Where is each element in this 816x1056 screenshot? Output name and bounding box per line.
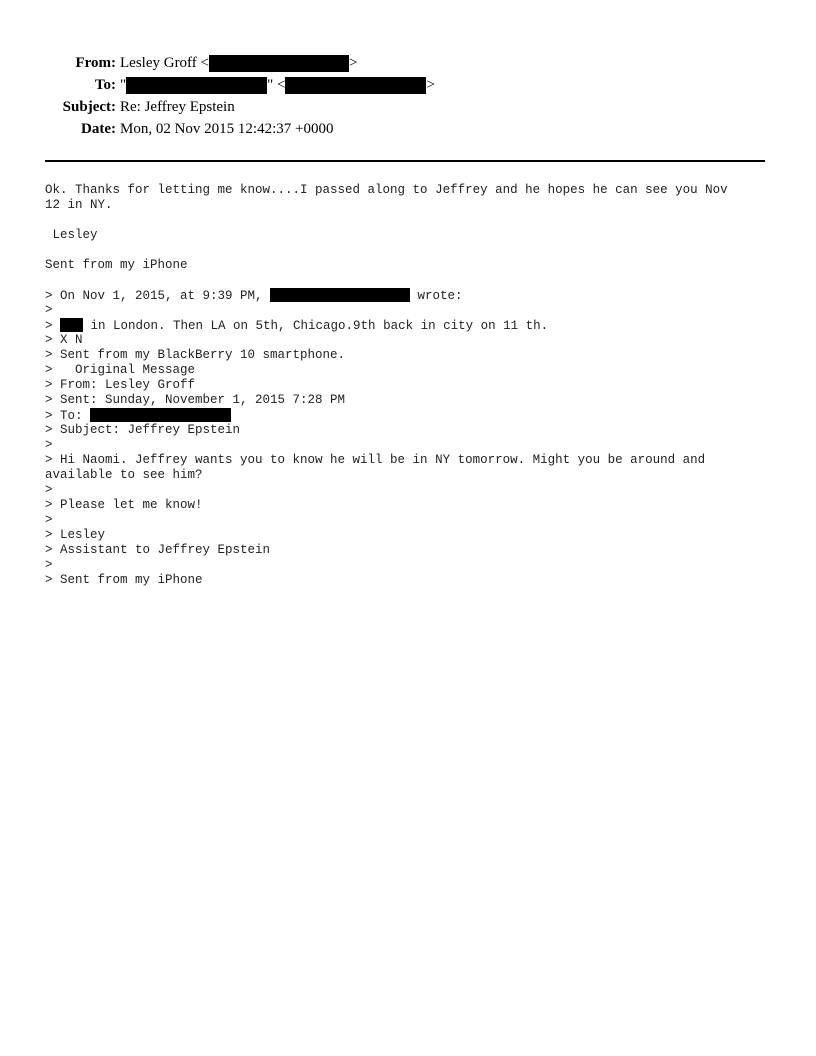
from-value <box>120 55 357 72</box>
subject-value: Re: Jeffrey Epstein <box>120 98 235 115</box>
blank-line <box>45 273 770 288</box>
blank-line <box>45 213 770 228</box>
quoted-london-suffix: in London. Then LA on 5th, Chicago.9th back in city on 11 th. <box>83 319 549 333</box>
quoted-on-suffix: wrote: <box>410 289 463 303</box>
quoted-line: > Sent from my iPhone <box>45 573 203 587</box>
redaction-box <box>126 77 267 94</box>
sent-from-line: Sent from my iPhone <box>45 258 188 272</box>
subject-row <box>0 96 816 118</box>
subject-label: Subject: <box>62 98 116 115</box>
email-header <box>0 52 816 140</box>
quoted-line <box>45 318 770 333</box>
from-close-bracket: > <box>349 54 358 71</box>
quoted-line: > Sent: Sunday, November 1, 2015 7:28 PM <box>45 393 346 407</box>
quoted-line: > Assistant to Jeffrey Epstein <box>45 543 271 557</box>
from-row <box>0 52 816 74</box>
blank-line <box>45 243 770 258</box>
to-close-bracket: > <box>426 76 435 93</box>
date-label: Date: <box>81 120 116 137</box>
quoted-on-prefix: > On Nov 1, 2015, at 9:39 PM, <box>45 289 271 303</box>
redaction-box <box>209 55 349 72</box>
quoted-line: > <box>45 303 53 317</box>
quoted-line: > Sent from my BlackBerry 10 smartphone. <box>45 348 346 362</box>
quoted-line: > Lesley <box>45 528 106 542</box>
from-label: From: <box>75 54 116 71</box>
quoted-line: available to see him? <box>45 468 203 482</box>
quoted-line <box>45 288 770 303</box>
quoted-london-prefix: > <box>45 319 61 333</box>
to-open-quote: " <box>120 76 127 93</box>
quoted-line: > <box>45 483 53 497</box>
quoted-line: > X N <box>45 333 83 347</box>
quoted-line <box>45 408 770 423</box>
quoted-line: > Subject: Jeffrey Epstein <box>45 423 241 437</box>
email-body <box>45 183 770 588</box>
body-line: 12 in NY. <box>45 198 113 212</box>
redaction-box <box>285 77 426 94</box>
quoted-line: > From: Lesley Groff <box>45 378 196 392</box>
quoted-to-label: > To: <box>45 409 91 423</box>
to-label: To: <box>94 76 116 93</box>
to-row <box>0 74 816 96</box>
quoted-line: > Hi Naomi. Jeffrey wants you to know he will be in NY tomorrow. Might you be around and <box>45 453 706 467</box>
quoted-line: > Original Message <box>45 363 196 377</box>
to-value <box>120 77 435 94</box>
date-row <box>0 118 816 140</box>
quoted-line: > Please let me know! <box>45 498 203 512</box>
quoted-line: > <box>45 438 53 452</box>
header-divider <box>45 160 765 162</box>
redaction-box <box>90 408 231 422</box>
quoted-line: > <box>45 513 53 527</box>
redaction-box <box>270 288 410 302</box>
body-line: Ok. Thanks for letting me know....I passed along to Jeffrey and he hopes he can see you Nov <box>45 183 728 197</box>
from-name: Lesley Groff < <box>120 54 209 71</box>
date-value: Mon, 02 Nov 2015 12:42:37 +0000 <box>120 120 334 137</box>
signature: Lesley <box>45 228 98 242</box>
redaction-box <box>60 318 83 332</box>
quoted-line: > <box>45 558 53 572</box>
to-mid: " < <box>267 76 286 93</box>
